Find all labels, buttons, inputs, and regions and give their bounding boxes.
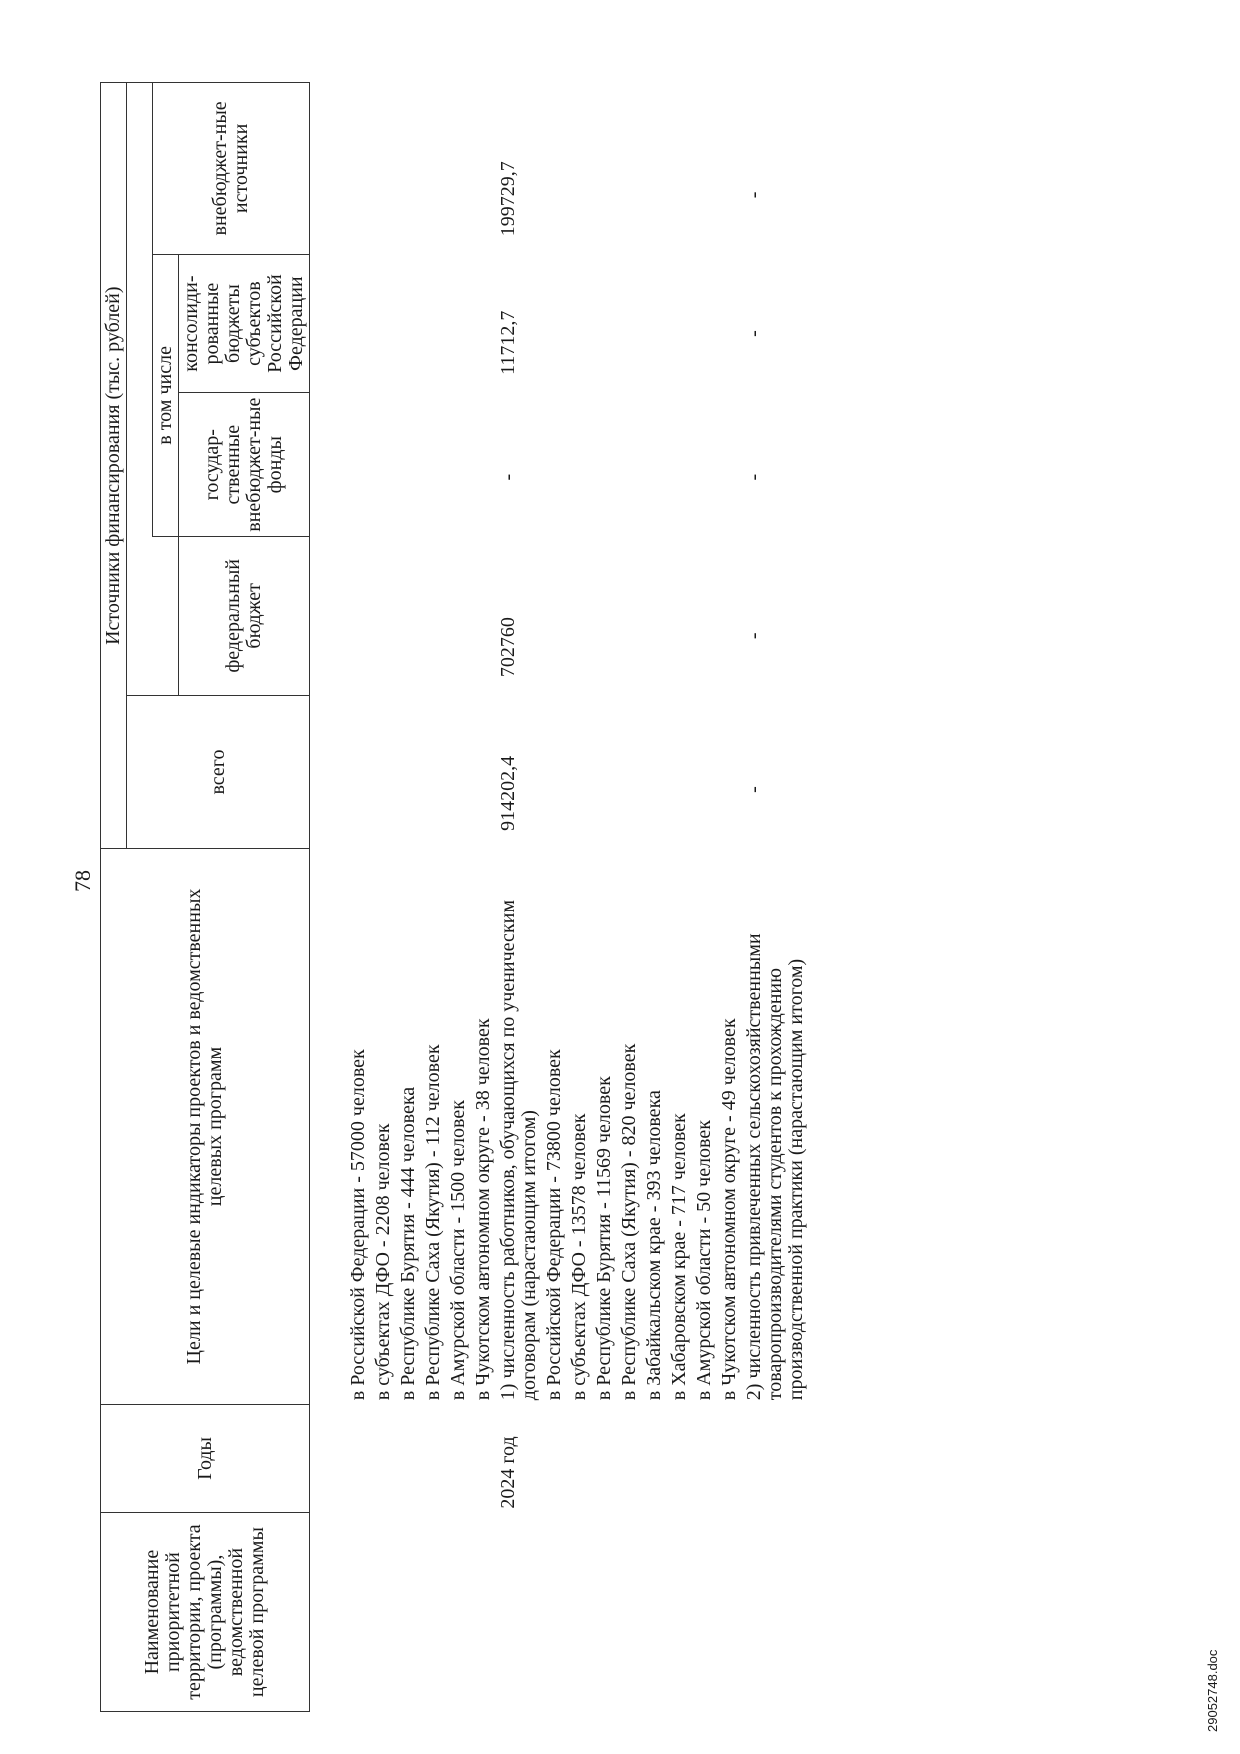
- header-state-funds: государ-ственные внебюджет-ные фонды: [179, 393, 310, 537]
- goal-item: в Российской Федерации - 57000 человек: [346, 1049, 369, 1401]
- goal-item: в Чукотском автономном округе - 38 человек: [471, 1018, 494, 1401]
- header-spacer-fed: [153, 537, 179, 696]
- page-number: 78: [70, 870, 95, 892]
- goal-item: в Чукотском автономном округе - 49 человек: [717, 1018, 740, 1401]
- table-row-indicator-2: [742, 83, 809, 1712]
- value-state-funds-2: -: [742, 473, 765, 481]
- header-goals: Цели и целевые индикаторы проектов и ведомственных целевых программ: [101, 849, 310, 1404]
- table-row: [692, 83, 717, 1712]
- goal-item: в субъектах ДФО - 2208 человек: [371, 1123, 394, 1401]
- table-row: [617, 83, 642, 1712]
- table-row: [396, 83, 421, 1712]
- table-row-2024: [496, 83, 542, 1712]
- goal-item: в Забайкальском крае - 393 человека: [642, 1090, 665, 1401]
- value-extra: 199729,7: [496, 161, 519, 237]
- header-total: всего: [127, 695, 310, 849]
- table-row: [642, 83, 667, 1712]
- header-years: Годы: [101, 1404, 310, 1512]
- table-row: [471, 83, 496, 1712]
- year-label: 2024 год: [496, 1436, 519, 1509]
- indicator-1: 1) численность работников, обучающихся по ученическим договорам (нарастающим итогом): [496, 899, 540, 1401]
- goal-item: в Хабаровском крае - 717 человек: [667, 1113, 690, 1401]
- value-consolidated-2: -: [742, 330, 765, 337]
- value-extra-2: -: [742, 191, 765, 199]
- goal-item: в Амурской области - 1500 человек: [446, 1100, 469, 1401]
- goal-item: в Амурской области - 50 человек: [692, 1120, 715, 1401]
- value-federal: 702760: [496, 617, 519, 678]
- goal-item: в Республике Бурятия - 11569 человек: [592, 1076, 615, 1401]
- table-row: [717, 83, 742, 1712]
- value-consolidated: 11712,7: [496, 310, 519, 375]
- header-name: Наименование приоритетной территории, проекта (программы), ведомственной целевой программы: [101, 1513, 310, 1712]
- table-row: [592, 83, 617, 1712]
- value-state-funds: -: [496, 473, 519, 481]
- goal-item: в Республике Саха (Якутия) - 820 человек: [617, 1043, 640, 1401]
- table-row: [421, 83, 446, 1712]
- goal-item: в субъектах ДФО - 13578 человек: [567, 1113, 590, 1401]
- header-including: в том числе: [153, 254, 179, 536]
- table-row: [346, 83, 371, 1712]
- header-federal: федеральный бюджет: [179, 537, 310, 696]
- header-financing: Источники финансирования (тыс. рублей): [101, 83, 127, 849]
- header-spacer: [127, 83, 153, 696]
- footer-doc-code: 29052748.doc: [1205, 1649, 1220, 1732]
- value-total-2: -: [742, 786, 765, 793]
- header-consolidated: консолиди-рованные бюджеты субъектов Российской Федерации: [179, 254, 310, 393]
- financing-table: [100, 82, 809, 1712]
- table-row: [371, 83, 396, 1712]
- header-extra-budget: внебюджет-ные источники: [153, 83, 310, 255]
- indicator-2: 2) численность привлеченных сельскохозяйственными товаропроизводителями студентов к прохождению производственной практики (нарастающим итогом): [742, 933, 807, 1401]
- table-body: [310, 83, 809, 1712]
- table-row: [667, 83, 692, 1712]
- table-row: [567, 83, 592, 1712]
- table-header: [101, 83, 310, 1712]
- value-federal-2: -: [742, 632, 765, 640]
- goal-item: в Республике Саха (Якутия) - 112 человек: [421, 1044, 444, 1401]
- goal-item: в Российской Федерации - 73800 человек: [542, 1049, 565, 1401]
- value-total: 914202,4: [496, 755, 519, 831]
- goal-item: в Республике Бурятия - 444 человека: [396, 1086, 419, 1401]
- table-row: [542, 83, 567, 1712]
- table-row: [446, 83, 471, 1712]
